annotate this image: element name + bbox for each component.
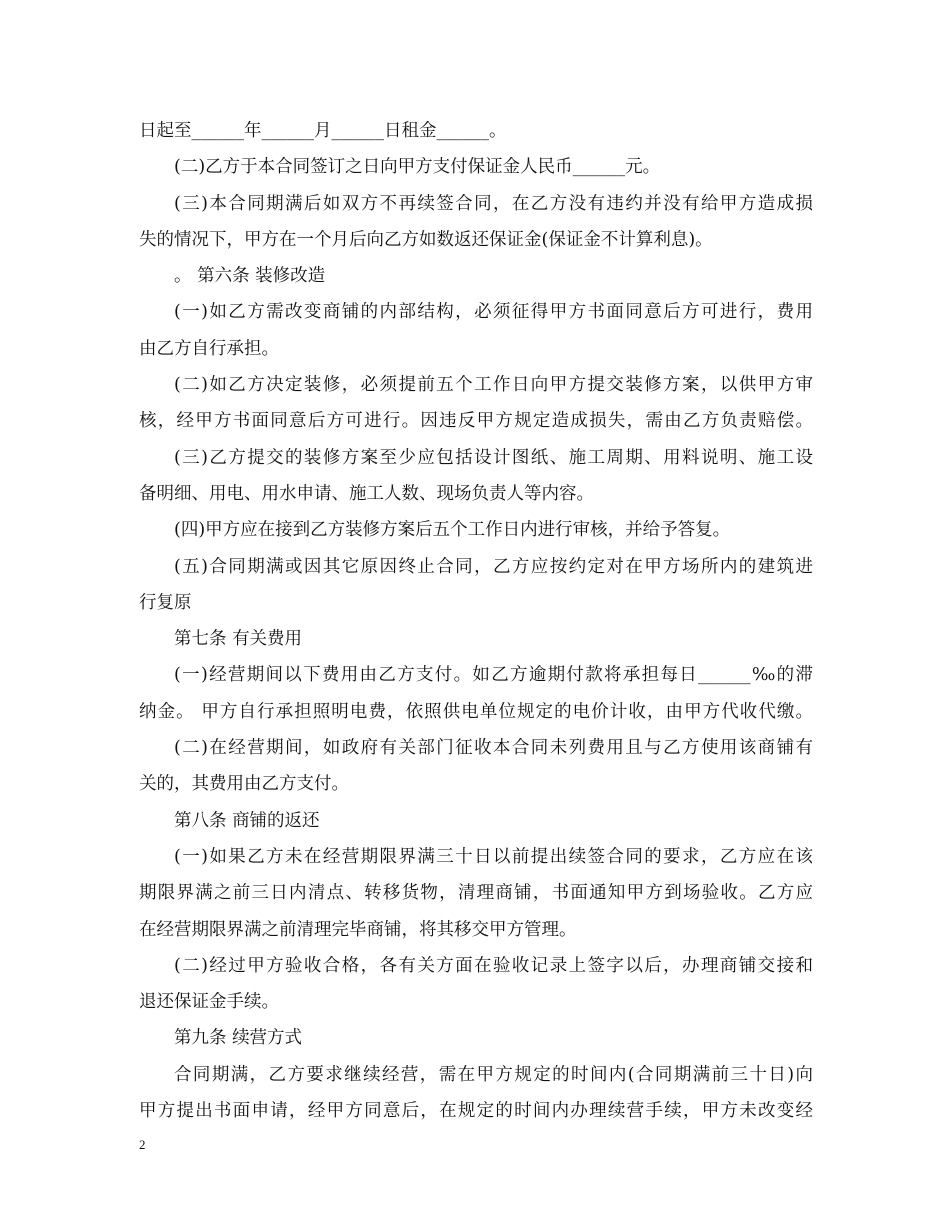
document-line: (三)乙方提交的装修方案至少应包括设计图纸、施工周期、用料说明、施工设 [174, 447, 813, 468]
document-line: (二)在经营期间，如政府有关部门征收本合同未列费用且与乙方使用该商铺有 [174, 738, 813, 759]
document-body [139, 113, 813, 1129]
document-line: 核，经甲方书面同意后方可进行。因违反甲方规定造成损失，需由乙方负责赔偿。 [139, 411, 813, 432]
document-line: 甲方提出书面申请，经甲方同意后，在规定的时间内办理续营手续，甲方未改变经 [139, 1101, 813, 1122]
document-line: 合同期满，乙方要求继续经营，需在甲方规定的时间内(合同期满前三十日)向 [174, 1064, 813, 1085]
document-line: (四)甲方应在接到乙方装修方案后五个工作日内进行审核，并给予答复。 [174, 520, 731, 541]
document-line: (三)本合同期满后如双方不再续签合同，在乙方没有违约并没有给甲方造成损 [174, 193, 813, 214]
document-line: 备明细、用电、用水申请、施工人数、现场负责人等内容。 [139, 483, 594, 504]
document-line: (二)乙方于本合同签订之日向甲方支付保证金人民币______元。 [174, 157, 661, 178]
document-line: (二)经过甲方验收合格，各有关方面在验收记录上签字以后，办理商铺交接和 [174, 955, 813, 976]
document-line: 。 第六条 装修改造 [174, 266, 326, 287]
document-line: 第八条 商铺的返还 [174, 810, 320, 831]
page-number: 2 [139, 1137, 146, 1152]
document-line: 第七条 有关费用 [174, 629, 303, 650]
document-line: (一)经营期间以下费用由乙方支付。如乙方逾期付款将承担每日______‰的滞 [174, 665, 813, 686]
document-line: (一)如果乙方未在经营期限界满三十日以前提出续签合同的要求，乙方应在该 [174, 846, 813, 867]
document-line: 行复原 [139, 592, 192, 613]
document-line: 在经营期限界满之前清理完毕商铺，将其移交甲方管理。 [139, 919, 577, 940]
document-line: 日起至______年______月______日租金______。 [139, 121, 507, 141]
document-line: 由乙方自行承担。 [139, 338, 279, 359]
document-line: (一)如乙方需改变商铺的内部结构，必须征得甲方书面同意后方可进行，费用 [174, 302, 813, 323]
document-line: (二)如乙方决定装修，必须提前五个工作日向甲方提交装修方案，以供甲方审 [174, 375, 813, 396]
document-line: 关的，其费用由乙方支付。 [139, 774, 349, 795]
document-line: 纳金。 甲方自行承担照明电费，依照供电单位规定的电价计收，由甲方代收代缴。 [139, 701, 813, 722]
document-line: 第九条 续营方式 [174, 1028, 303, 1049]
document-line: (五)合同期满或因其它原因终止合同，乙方应按约定对在甲方场所内的建筑进 [174, 556, 813, 577]
document-line: 退还保证金手续。 [139, 992, 279, 1013]
document-line: 失的情况下，甲方在一个月后向乙方如数返还保证金(保证金不计算利息)。 [139, 229, 713, 250]
document-line: 期限界满之前三日内清点、转移货物，清理商铺，书面通知甲方到场验收。乙方应 [139, 883, 813, 904]
